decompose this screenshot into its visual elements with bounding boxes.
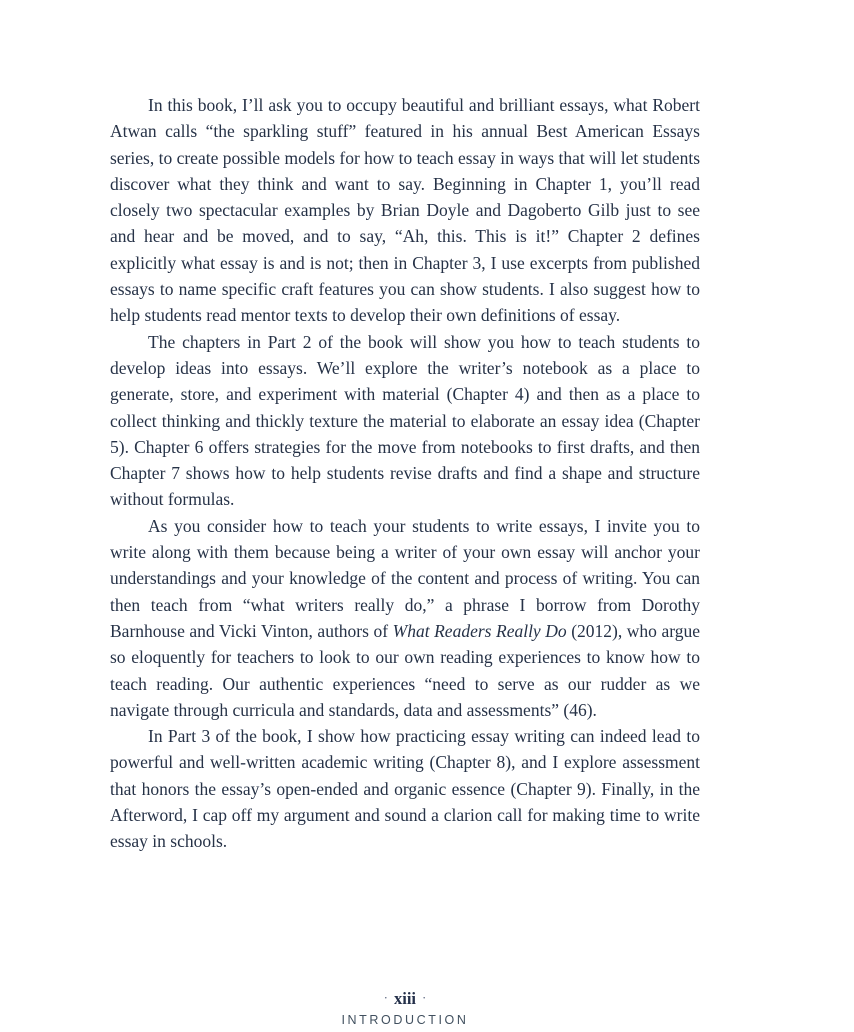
paragraph-text: As you consider how to teach your students to write essays, I invite you to write along with them because being a writer of your own essay will anchor your understandings and your knowledge of the content and process of writing. You can then teach from “what writers really do,” a phrase I borrow from Dorothy Barnhouse and Vicki Vinton, authors of — [110, 515, 700, 641]
book-title-italic: What Readers Really Do — [392, 620, 567, 641]
body-text — [110, 92, 700, 855]
paragraph-text: In this book, I’ll ask you to occupy beautiful and brilliant essays, what Robert Atwan calls “the sparkling stuff” featured in his annual Best American Essays series, to create possible models for how to teach essay in ways that will let students discover what they think and want to say. Beginning in Chapter 1, you’ll read closely two spectacular examples by Brian Doyle and Dagoberto Gilb just to see and hear and be moved, and to say, “Ah, this. This is it!” Chapter 2 defines explicitly what essay is and is not; then in Chapter 3, I use excerpts from published essays to name specific craft features you can show students. I also suggest how to help students read mentor texts to develop their own definitions of essay. — [110, 95, 701, 326]
running-title: INTRODUCTION — [341, 1013, 469, 1027]
paragraph-3 — [110, 513, 700, 723]
paragraph-1 — [110, 92, 700, 329]
footer-right-dot: · — [422, 990, 427, 1005]
page-number-text: xiii — [393, 989, 416, 1008]
page-footer — [110, 988, 700, 1027]
paragraph-4 — [110, 723, 700, 854]
footer-left-dot: · — [383, 990, 388, 1005]
paragraph-2 — [110, 329, 700, 513]
paragraph-text: (2012), who argue so eloquently for teachers to look to our own reading experiences to know how to teach reading. Our authentic experiences “need to serve as our rudder as we navigate through curricula and standards, data and assessments” (46). — [110, 620, 700, 720]
paragraph-text: The chapters in Part 2 of the book will show you how to teach students to develop ideas into essays. We’ll explore the writer’s notebook as a place to generate, store, and experiment with material (Chapter 4) and then as a place to collect thinking and thickly texture the material to elaborate an essay idea (Chapter 5). Chapter 6 offers strategies for the move from notebooks to first drafts, and then Chapter 7 shows how to help students revise drafts and find a shape and structure without formulas. — [110, 331, 700, 510]
paragraph-text: In Part 3 of the book, I show how practicing essay writing can indeed lead to powerful and well-written academic writing (Chapter 8), and I explore assessment that honors the essay’s open-ended and organic essence (Chapter 9). Finally, in the Afterword, I cap off my argument and sound a clarion call for making time to write essay in schools. — [110, 726, 700, 852]
page-number — [110, 988, 700, 1009]
